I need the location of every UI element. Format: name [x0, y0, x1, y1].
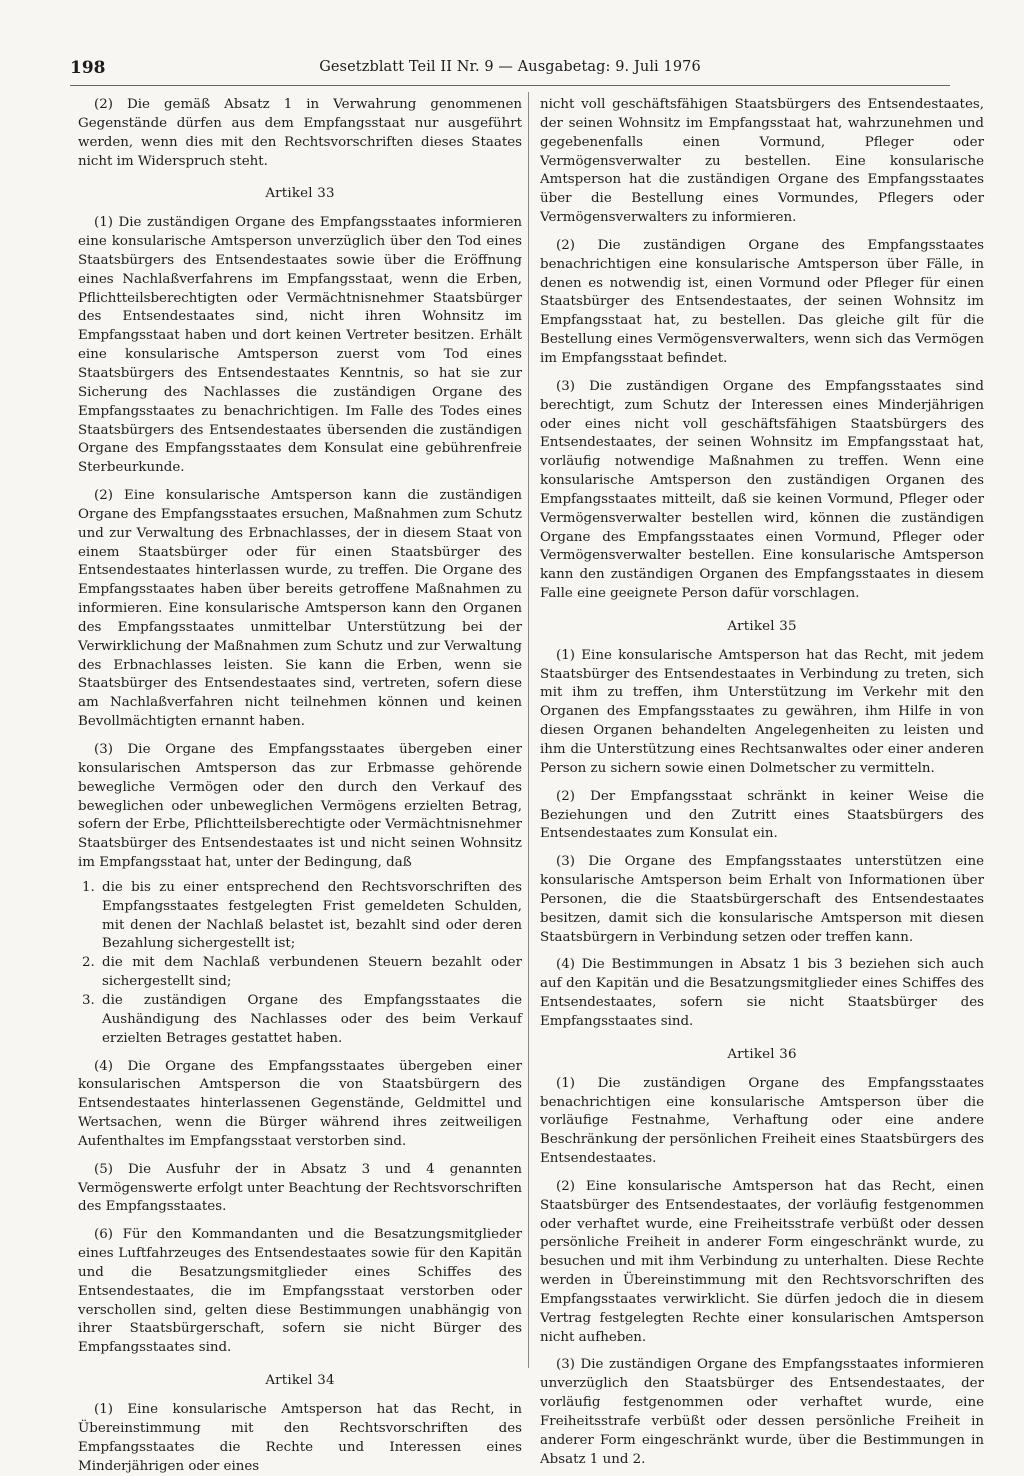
- paragraph-art36-3: (3) Die zuständigen Organe des Empfangsstaates informieren unverzüglich den Staatsbürger des Entsendestaates, der vorläufig festgenommen oder verhaftet wurde, eine Freiheitsstrafe verbüßt oder dessen persönliche Freiheit in anderer Form eingeschränkt wurde, über die Bestimmungen in Absatz 1 und 2.: [540, 1357, 984, 1467]
- list-item-text: die zuständigen Organe des Empfangsstaates die Aushändigung des Nachlasses oder des beim Verkauf erzielten Betrages gestattet haben.: [102, 992, 522, 1046]
- list-item-number: 3.: [82, 992, 95, 1008]
- list-item-text: die bis zu einer entsprechend den Rechtsvorschriften des Empfangsstaates festgelegten Frist gemeldeten Schulden, mit denen der Nachlaß belastet ist, bezahlt sind oder deren Bezahlung sichergestellt ist;: [102, 879, 522, 952]
- page-number: 198: [70, 58, 106, 78]
- paragraph-art33-6: (6) Für den Kommandanten und die Besatzungsmitglieder eines Luftfahrzeuges des Entsendestaates sowie für den Kapitän und die Besatzungsmitglieder eines Schiffes des Entsendestaates, die im Empfangsstaat verstorben oder verschollen sind, gelten diese Bestimmungen unabhängig von ihrer Staatsbürgerschaft, sofern sie nicht Bürger des Empfangsstaates sind.: [78, 1227, 522, 1356]
- paragraph-art35-4: (4) Die Bestimmungen in Absatz 1 bis 3 beziehen sich auch auf den Kapitän und die Besatzungsmitglieder eines Schiffes des Entsendestaates, sofern sie nicht Staatsbürger des Empfangsstaates sind.: [540, 957, 984, 1029]
- list-item-number: 2.: [82, 955, 95, 971]
- paragraph-art33-3: (3) Die Organe des Empfangsstaates übergeben einer konsularischen Amtsperson das zur Erbmasse gehörende bewegliche Vermögen oder den durch den Verkauf des beweglichen oder unbeweglichen Vermögens erzielten Betrag, sofern der Erbe, Pflichtteilsberechtigte oder Vermächtnisnehmer Staatsbürger des Entsendestaates ist und nicht seinen Wohnsitz im Empfangsstaat hat, unter der Bedingung, daß: [78, 742, 522, 871]
- list-item-text: die mit dem Nachlaß verbundenen Steuern bezahlt oder sichergestellt sind;: [102, 955, 522, 990]
- paragraph-art35-2: (2) Der Empfangsstaat schränkt in keiner Weise die Beziehungen und den Zutritt eines Staatsbürgers des Entsendestaates zum Konsulat ein.: [540, 788, 984, 842]
- paragraph-art34-1-start: (1) Eine konsularische Amtsperson hat das Recht, in Übereinstimmung mit den Rechtsvorschriften des Empfangsstaates die Rechte und Interessen eines Minderjährigen oder eines: [78, 1402, 522, 1474]
- article-36-heading: Artikel 36: [727, 1046, 797, 1062]
- list-item: [78, 879, 522, 954]
- list-item: [78, 954, 522, 992]
- paragraph-art36-2: (2) Eine konsularische Amtsperson hat das Recht, einen Staatsbürger des Entsendestaates, der vorläufig festgenommen oder verhaftet wurde, eine Freiheitsstrafe verbüßt oder dessen persönliche Freiheit in anderer Form eingeschränkt wurde, zu besuchen und mit ihm Verbindung zu unterhalten. Diese Rechte werden in Übereinstimmung mit den Rechtsvorschriften des Empfangsstaates verwirklicht. Sie dürfen jedoch die in diesem Vertrag festgelegten Rechte einer konsularischen Amtsperson nicht aufheben.: [540, 1178, 984, 1345]
- paragraph-art35-1: (1) Eine konsularische Amtsperson hat das Recht, mit jedem Staatsbürger des Entsendestaates in Verbindung zu treten, sich mit ihm zu treffen, ihm Unterstützung im Verkehr mit den Organen des Empfangsstaates zu gewähren, ihm Hilfe in von diesen Organen behandelten Angelegenheiten zu leisten und ihm die Unterstützung eines Rechtsanwaltes oder einer anderen Person zu sichern sowie einen Dolmetscher zu vermitteln.: [540, 647, 984, 776]
- page-header: [70, 58, 950, 80]
- running-title: Gesetzblatt Teil II Nr. 9 — Ausgabetag: 9. Juli 1976: [319, 59, 701, 75]
- list-item: [78, 992, 522, 1049]
- article-34-heading: Artikel 34: [265, 1373, 335, 1389]
- column-divider: [528, 92, 529, 1368]
- paragraph-art33-4: (4) Die Organe des Empfangsstaates übergeben einer konsularischen Amtsperson die von Staatsbürgern des Entsendestaates hinterlassenen Gegenstände, Geldmittel und Wertsachen, wenn die Bürger während ihres zeitweiligen Aufenthaltes im Empfangsstaat verstorben sind.: [78, 1058, 522, 1149]
- article-35-heading: Artikel 35: [727, 618, 797, 634]
- paragraph-art32-2: (2) Die gemäß Absatz 1 in Verwahrung genommenen Gegenstände dürfen aus dem Empfangsstaat nur ausgeführt werden, wenn dies mit den Rechtsvorschriften dieses Staates nicht im Widerspruch steht.: [78, 97, 522, 169]
- article-33-heading: Artikel 33: [265, 186, 335, 202]
- paragraph-art35-3: (3) Die Organe des Empfangsstaates unterstützen eine konsularische Amtsperson beim Erhalt von Informationen über Personen, die die Staatsbürgerschaft des Entsendestaates besitzen, damit sich die konsularische Amtsperson mit diesen Staatsbürgern in Verbindung setzen oder treffen kann.: [540, 854, 984, 945]
- paragraph-art34-1-continued: nicht voll geschäftsfähigen Staatsbürgers des Entsendestaates, der seinen Wohnsitz im Empfangsstaat hat, wahrzunehmen und gegebenenfalls einen Vormund, Pfleger oder Vermögensverwalter zu bestellen. Eine konsularische Amtsperson hat die zuständigen Organe des Empfangsstaates über die Bestellung eines Vormundes, Pflegers oder Vermögensverwalters zu informieren.: [540, 97, 984, 226]
- paragraph-art33-5: (5) Die Ausfuhr der in Absatz 3 und 4 genannten Vermögenswerte erfolgt unter Beachtung der Rechtsvorschriften des Empfangsstaates.: [78, 1161, 522, 1215]
- paragraph-art34-2: (2) Die zuständigen Organe des Empfangsstaates benachrichtigen eine konsularische Amtsperson über Fälle, in denen es notwendig ist, einen Vormund oder Pfleger für einen Staatsbürger des Entsendestaates, der seinen Wohnsitz im Empfangsstaat hat, zu bestellen. Das gleiche gilt für die Bestellung eines Vermögensverwalters, wenn sich das Vermögen im Empfangsstaat befindet.: [540, 237, 984, 366]
- left-column: [78, 96, 522, 1474]
- right-column: [540, 96, 984, 1467]
- conditions-list: [78, 879, 522, 1049]
- list-item-number: 1.: [82, 879, 95, 895]
- paragraph-art36-1: (1) Die zuständigen Organe des Empfangsstaates benachrichtigen eine konsularische Amtsperson über die vorläufige Festnahme, Verhaftung oder eine andere Beschränkung der persönlichen Freiheit eines Staatsbürgers des Entsendestaates.: [540, 1075, 984, 1167]
- paragraph-art33-1: (1) Die zuständigen Organe des Empfangsstaates informieren eine konsularische Amtsperson unverzüglich über den Tod eines Staatsbürgers des Entsendestaates sowie über die Eröffnung eines Nachlaßverfahrens im Empfangsstaat, wenn die Erben, Pflichtteilsberechtigten oder Vermächtnisnehmer Staatsbürger des Entsendestaates sind, nicht ihren Wohnsitz im Empfangsstaat haben und dort keinen Vertreter besitzen. Erhält eine konsularische Amtsperson zuerst vom Tod eines Staatsbürgers des Entsendestaates Kenntnis, so hat sie zur Sicherung des Nachlasses die zuständigen Organe des Empfangsstaates zu benachrichtigen. Im Falle des Todes eines Staatsbürgers des Entsendestaates übersenden die zuständigen Organe des Empfangsstaates dem Konsulat eine gebührenfreie Sterbeurkunde.: [78, 215, 522, 476]
- header-rule: [70, 85, 950, 86]
- paragraph-art33-2: (2) Eine konsularische Amtsperson kann die zuständigen Organe des Empfangsstaates ersuchen, Maßnahmen zum Schutz und zur Verwaltung des Erbnachlasses, der in diesem Staat von einem Staatsbürger oder für einen Staatsbürger des Entsendestaates hinterlassen wurde, zu treffen. Die Organe des Empfangsstaates haben über bereits getroffene Maßnahmen zu informieren. Eine konsularische Amtsperson kann den Organen des Empfangsstaates unmittelbar Unterstützung bei der Verwirklichung der Maßnahmen zum Schutz und zur Verwaltung des Erbnachlasses leisten. Sie kann die Erben, wenn sie Staatsbürger des Entsendestaates sind, vertreten, sofern diese am Nachlaßverfahren nicht teilnehmen können und keinen Bevollmächtigten ernannt haben.: [78, 488, 522, 730]
- paragraph-art34-3: (3) Die zuständigen Organe des Empfangsstaates sind berechtigt, zum Schutz der Interessen eines Minderjährigen oder eines nicht voll geschäftsfähigen Staatsbürgers des Entsendestaates, der seinen Wohnsitz im Empfangsstaat hat, vorläufig notwendige Maßnahmen zu treffen. Wenn eine konsularische Amtsperson den zuständigen Organen des Empfangsstaates mitteilt, daß sie keinen Vormund, Pfleger oder Vermögensverwalter bestellen wird, können die zuständigen Organe des Empfangsstaates einen Vormund, Pfleger oder Vermögensverwalter bestellen. Eine konsularische Amtsperson kann den zuständigen Organen des Empfangsstaates in diesem Falle eine geeignete Person dafür vorschlagen.: [540, 378, 984, 602]
